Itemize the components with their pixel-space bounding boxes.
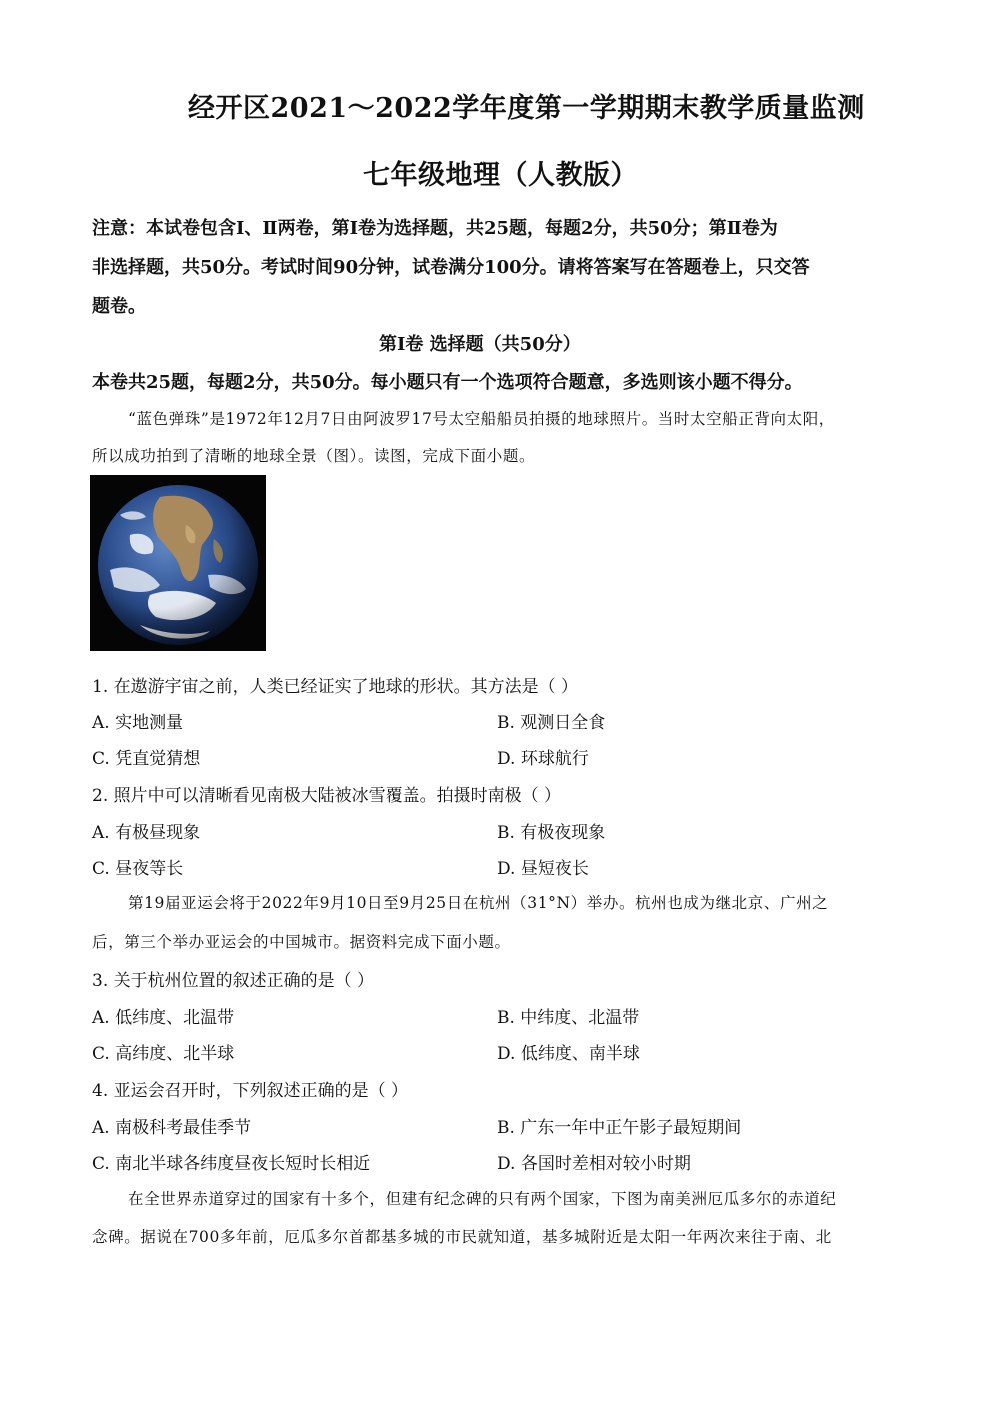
exam-subtitle: 七年级地理（人教版） (363, 160, 638, 191)
question-4-option-b[interactable]: B. 广东一年中正午影子最短期间 (497, 1118, 742, 1138)
question-3-option-b[interactable]: B. 中纬度、北温带 (497, 1008, 640, 1028)
question-2-option-a[interactable]: A. 有极昼现象 (92, 823, 201, 843)
question-2-stem: 2. 照片中可以清晰看见南极大陆被冰雪覆盖。拍摄时南极（ ） (92, 786, 562, 806)
question-2-option-b[interactable]: B. 有极夜现象 (497, 823, 606, 843)
question-3-option-c[interactable]: C. 高纬度、北半球 (92, 1044, 235, 1064)
question-4-stem: 4. 亚运会召开时，下列叙述正确的是（ ） (92, 1081, 409, 1101)
question-2-option-d[interactable]: D. 昼短夜长 (497, 859, 589, 879)
question-1-option-d[interactable]: D. 环球航行 (497, 749, 589, 769)
question-3-stem: 3. 关于杭州位置的叙述正确的是（ ） (92, 971, 375, 991)
question-1-option-c[interactable]: C. 凭直觉猜想 (92, 749, 201, 769)
question-2-option-c[interactable]: C. 昼夜等长 (92, 859, 184, 879)
passage-2-line-2: 后，第三个举办亚运会的中国城市。据资料完成下面小题。 (92, 933, 511, 951)
blue-marble-earth-photo (90, 475, 266, 651)
passage-1-line-1: “蓝色弹珠”是1972年12月7日由阿波罗17号太空船船员拍摄的地球照片。当时太空船正背向太阳， (128, 410, 835, 428)
question-4-option-d[interactable]: D. 各国时差相对较小时期 (497, 1154, 691, 1174)
exam-title: 经开区2021～2022学年度第一学期期末教学质量监测 (188, 93, 865, 124)
question-4-option-c[interactable]: C. 南北半球各纬度昼夜长短时长相近 (92, 1154, 371, 1174)
section-heading: 第Ⅰ卷 选择题（共50分） (379, 334, 581, 355)
question-3-option-a[interactable]: A. 低纬度、北温带 (92, 1008, 235, 1028)
question-1-option-b[interactable]: B. 观测日全食 (497, 713, 606, 733)
passage-3-line-1: 在全世界赤道穿过的国家有十多个，但建有纪念碑的只有两个国家，下图为南美洲厄瓜多尔的赤道纪 (128, 1190, 837, 1208)
notice-line-2: 非选择题，共50分。考试时间90分钟，试卷满分100分。请将答案写在答题卷上，只交答 (92, 257, 810, 278)
passage-2-line-1: 第19届亚运会将于2022年9月10日至9月25日在杭州（31°N）举办。杭州也成为继北京、广州之 (128, 894, 829, 912)
question-3-option-d[interactable]: D. 低纬度、南半球 (497, 1044, 640, 1064)
section-instruction: 本卷共25题，每题2分，共50分。每小题只有一个选项符合题意，多选则该小题不得分。 (92, 372, 803, 393)
question-1-stem: 1. 在遨游宇宙之前，人类已经证实了地球的形状。其方法是（ ） (92, 677, 579, 697)
question-1-option-a[interactable]: A. 实地测量 (92, 713, 184, 733)
notice-line-3: 题卷。 (92, 296, 146, 317)
passage-3-line-2: 念碑。据说在700多年前，厄瓜多尔首都基多城的市民就知道，基多城附近是太阳一年两次来往于南、北 (92, 1228, 832, 1246)
passage-1-line-2: 所以成功拍到了清晰的地球全景（图）。读图，完成下面小题。 (92, 447, 536, 465)
notice-line-1: 注意：本试卷包含Ⅰ、Ⅱ两卷，第Ⅰ卷为选择题，共25题，每题2分，共50分；第Ⅱ卷为 (92, 218, 778, 239)
question-4-option-a[interactable]: A. 南极科考最佳季节 (92, 1118, 252, 1138)
